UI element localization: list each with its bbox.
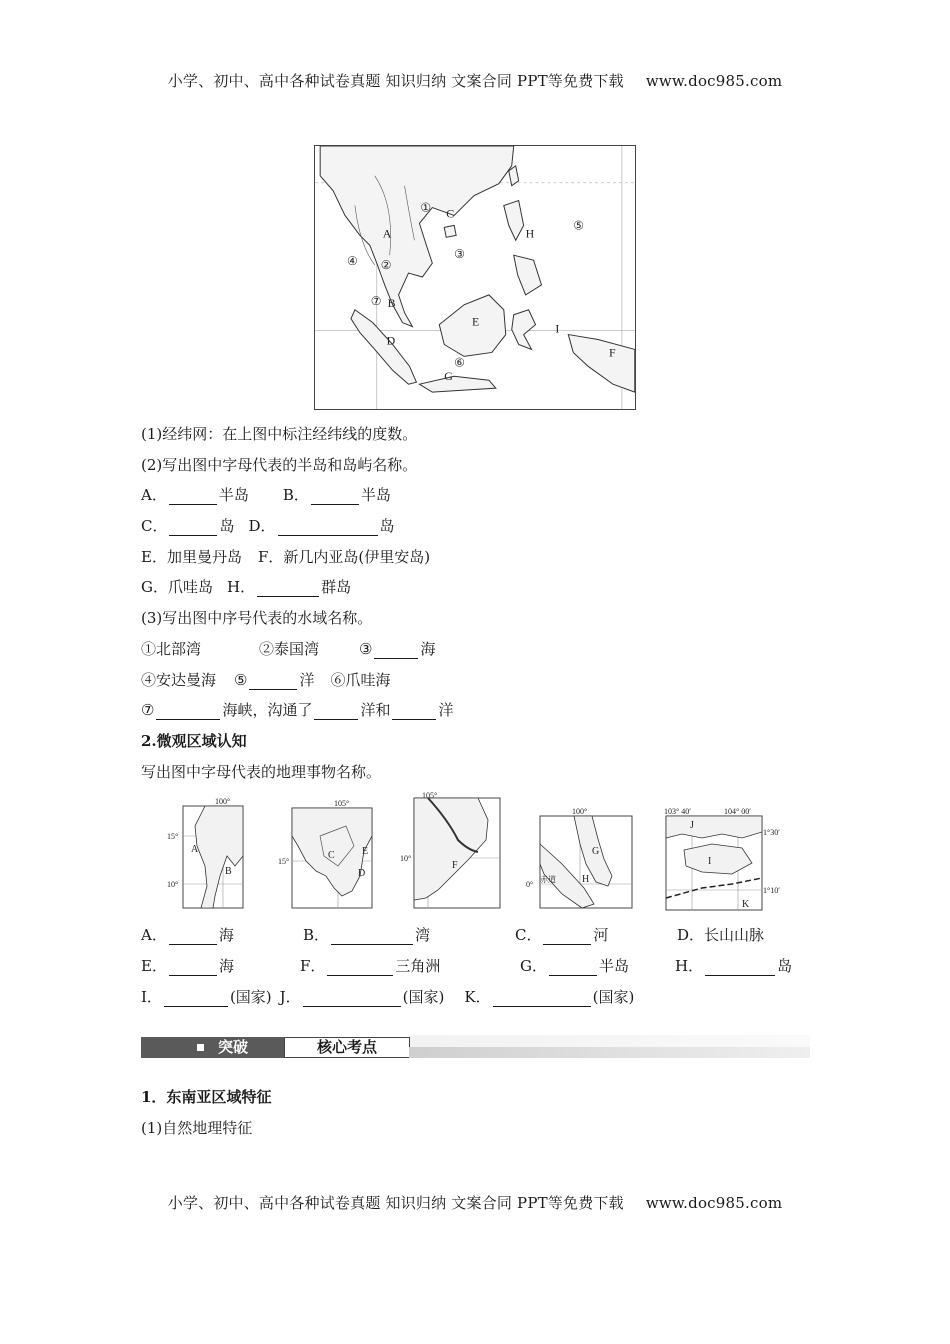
q3-w3-blank[interactable] — [374, 642, 418, 659]
q2-d-prefix: D． — [248, 517, 276, 535]
question-3: (3)写出图中序号代表的水域名称。 — [141, 609, 373, 627]
q3-w7-mid2: 洋和 — [360, 701, 391, 719]
footer-url: www.doc985.com — [645, 1194, 783, 1212]
ans2-e — [141, 956, 234, 976]
mini5-lon-2: 104° 00′ — [724, 808, 751, 816]
mini2-label-D: D — [358, 868, 366, 879]
ans2-h-prefix: H． — [675, 957, 704, 975]
q3-w3-prefix: ③ — [359, 640, 373, 658]
ans2-e-blank[interactable] — [169, 959, 217, 976]
mini1-label-B: B — [225, 866, 232, 877]
q3-w5-blank[interactable] — [249, 673, 297, 690]
mini5-label-K: K — [742, 899, 750, 910]
mini1-label-A: A — [191, 844, 199, 855]
q3-w5-prefix: ⑤ — [234, 671, 248, 689]
mini2-lon: 105° — [334, 799, 350, 808]
mini5-label-I: I — [708, 856, 712, 867]
ans2-j-suffix: (国家) — [402, 988, 445, 1006]
ans2-f-blank[interactable] — [327, 959, 393, 976]
ans2-f-prefix: F． — [300, 957, 326, 975]
banner-light-tab: 核心考点 — [284, 1037, 410, 1058]
ans2-b-blank[interactable] — [331, 928, 413, 945]
ans2-h — [675, 956, 792, 976]
mini4-label-H: H — [582, 874, 590, 885]
q2-c-blank[interactable] — [169, 519, 217, 536]
square-bullet-icon — [197, 1044, 204, 1051]
page-footer — [0, 1192, 950, 1213]
mini4-equator: 赤道 — [540, 875, 556, 884]
mini5-lat-1: 1°30′ — [763, 828, 780, 837]
ans2-g-blank[interactable] — [549, 959, 597, 976]
header-url: www.doc985.com — [645, 72, 783, 90]
mini5-lon-1: 103° 40′ — [664, 808, 691, 816]
ans2-a-blank[interactable] — [169, 928, 217, 945]
mini1-lon: 100° — [215, 797, 231, 806]
map-label-4: ④ — [346, 254, 358, 269]
ans2-j-blank[interactable] — [303, 990, 401, 1007]
q2-b-suffix: 半岛 — [360, 486, 391, 504]
mini2-label-E: E — [362, 846, 369, 857]
q2-h-blank[interactable] — [257, 580, 319, 597]
q3-w7-blank-3[interactable] — [392, 703, 436, 720]
q2-d-suffix: 岛 — [379, 517, 395, 535]
ans2-i-prefix: I． — [141, 988, 162, 1006]
ans2-a-suffix: 海 — [218, 926, 234, 944]
banner-dark-label: 突破 — [218, 1038, 249, 1056]
q3-w1: ①北部湾 — [141, 640, 202, 658]
mini-map-1 — [165, 796, 247, 911]
q3-row-3 — [141, 700, 454, 720]
mini1-lat-15: 15° — [167, 832, 179, 841]
banner-gradient — [409, 1047, 810, 1058]
q2-c-suffix: 岛 — [219, 517, 235, 535]
mini-map-3 — [398, 790, 502, 912]
q2-row-ef — [141, 547, 430, 567]
question-2: (2)写出图中字母代表的半岛和岛屿名称。 — [141, 456, 418, 474]
ans2-h-blank[interactable] — [705, 959, 775, 976]
q2-h-suffix: 群岛 — [321, 578, 352, 596]
ans2-b-suffix: 湾 — [415, 926, 431, 944]
map-label-5: ⑤ — [573, 218, 584, 233]
map-label-7: ⑦ — [370, 293, 382, 308]
q3-w7-blank-2[interactable] — [314, 703, 358, 720]
mini1-lat-10: 10° — [167, 880, 179, 889]
mini2-lat: 15° — [278, 857, 290, 866]
ans2-c-blank[interactable] — [543, 928, 591, 945]
mini5-label-J: J — [690, 820, 694, 831]
ans2-k-suffix: (国家) — [592, 988, 635, 1006]
q3-w7-mid1: 海峡，沟通了 — [222, 701, 313, 719]
q2-row-ab — [141, 485, 391, 505]
mini3-label-F: F — [452, 860, 458, 871]
q3-w2: ②泰国湾 — [259, 640, 320, 658]
ans2-ijk — [141, 987, 634, 1007]
mini-map-2 — [276, 796, 376, 911]
q2-e: E．加里曼丹岛 — [141, 548, 242, 566]
mini-map-4 — [522, 804, 634, 912]
ans2-b-prefix: B． — [303, 926, 330, 944]
map-label-C: C — [446, 206, 455, 221]
q2-c-prefix: C． — [141, 517, 168, 535]
q3-w7-suffix: 洋 — [438, 701, 454, 719]
ans2-f — [300, 956, 440, 976]
ans2-k-blank[interactable] — [493, 990, 591, 1007]
section-banner — [141, 1035, 810, 1059]
mini4-lat: 0° — [526, 880, 534, 889]
q2-f: F．新几内亚岛(伊里安岛) — [257, 548, 431, 566]
ans2-c-suffix: 河 — [593, 926, 609, 944]
q3-w7-blank-1[interactable] — [156, 703, 220, 720]
mini3-lon: 105° — [422, 791, 438, 800]
q2-g: G．爪哇岛 — [141, 578, 213, 596]
mini4-label-G: G — [592, 846, 600, 857]
map-label-I: I — [555, 321, 560, 336]
q3-w3-suffix: 海 — [420, 640, 436, 658]
ans2-a-prefix: A． — [141, 926, 167, 944]
ans2-i-blank[interactable] — [164, 990, 228, 1007]
q2-a-prefix: A． — [141, 486, 167, 504]
map-label-1: ① — [420, 200, 432, 215]
mini-map-5 — [662, 808, 788, 912]
map-label-E: E — [472, 314, 480, 329]
ans2-e-suffix: 海 — [218, 957, 234, 975]
section-2-intro: 写出图中字母代表的地理事物名称。 — [141, 763, 382, 781]
footer-text: 小学、初中、高中各种试卷真题 知识归纳 文案合同 PPT等免费下载 — [167, 1194, 624, 1212]
q3-w4: ④安达曼海 — [141, 671, 217, 689]
map-label-B: B — [387, 295, 396, 310]
q2-b-prefix: B． — [282, 486, 309, 504]
mini4-lon: 100° — [572, 807, 588, 816]
map-label-G: G — [444, 369, 453, 384]
page-header — [0, 70, 950, 91]
map-label-F: F — [608, 345, 616, 360]
ans2-j-prefix: J． — [279, 988, 301, 1006]
ans2-d: D．长山山脉 — [677, 926, 765, 944]
map-label-D: D — [386, 333, 396, 348]
q2-a-suffix: 半岛 — [218, 486, 249, 504]
q3-w6: ⑥爪哇海 — [330, 671, 391, 689]
banner-top-fade — [409, 1035, 810, 1047]
ans2-k-prefix: K． — [464, 988, 491, 1006]
q2-d-blank[interactable] — [278, 519, 378, 536]
mini3-lat: 10° — [400, 854, 412, 863]
ans2-c — [515, 925, 609, 945]
ans2-g-suffix: 半岛 — [598, 957, 629, 975]
mini2-label-C: C — [328, 850, 335, 861]
q2-b-blank[interactable] — [311, 488, 359, 505]
ans2-b — [303, 925, 430, 945]
q2-a-blank[interactable] — [169, 488, 217, 505]
q2-row-cd — [141, 516, 395, 536]
ans2-a — [141, 925, 234, 945]
southeast-asia-map — [314, 145, 636, 410]
southeast-asia-map-drawing — [315, 146, 635, 409]
section-3-title: 1．东南亚区域特征 — [141, 1088, 272, 1106]
q2-h-prefix: H． — [226, 578, 256, 596]
map-label-H: H — [525, 226, 535, 241]
map-label-A: A — [382, 226, 392, 241]
ans2-c-prefix: C． — [515, 926, 542, 944]
q3-row-2 — [141, 670, 391, 690]
map-label-3: ③ — [454, 247, 465, 262]
mini5-lat-2: 1°10′ — [763, 886, 780, 895]
ans2-g-prefix: G． — [520, 957, 547, 975]
q3-w5-suffix: 洋 — [299, 671, 315, 689]
q3-w7-prefix: ⑦ — [141, 701, 155, 719]
ans2-i-suffix: (国家) — [229, 988, 272, 1006]
map-label-6: ⑥ — [454, 355, 465, 370]
question-1: (1)经纬网：在上图中标注经纬线的度数。 — [141, 425, 418, 443]
ans2-h-suffix: 岛 — [777, 957, 793, 975]
map-label-2: ② — [380, 258, 392, 273]
ans2-f-suffix: 三角洲 — [395, 957, 441, 975]
ans2-g — [520, 956, 629, 976]
q2-row-gh — [141, 577, 351, 597]
banner-dark-tab — [141, 1037, 284, 1058]
q3-row-1 — [141, 639, 436, 659]
ans2-e-prefix: E． — [141, 957, 167, 975]
section-3-sub: (1)自然地理特征 — [141, 1119, 253, 1137]
header-text: 小学、初中、高中各种试卷真题 知识归纳 文案合同 PPT等免费下载 — [167, 72, 624, 90]
section-2-title: 2.微观区域认知 — [141, 732, 247, 750]
